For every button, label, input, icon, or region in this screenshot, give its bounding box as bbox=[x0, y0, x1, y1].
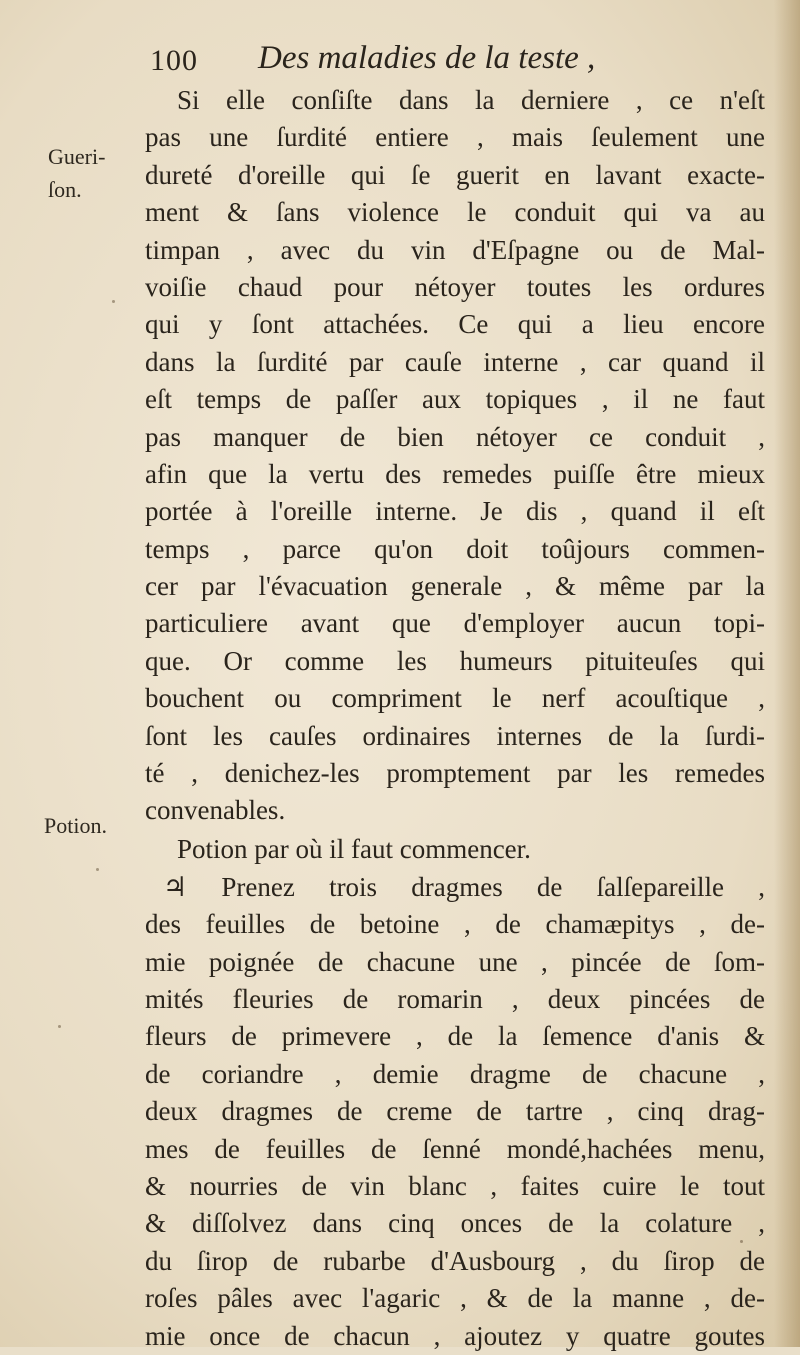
text-line: cer par l'évacuation generale , & même par la bbox=[145, 571, 765, 602]
text-line: timpan , avec du vin d'Eſpagne ou de Mal- bbox=[145, 234, 765, 265]
text-line: té , denichez-les promptement par les remedes bbox=[145, 758, 765, 789]
page-edge-shadow bbox=[774, 0, 800, 1347]
recipe-line: & nourries de vin blanc , faites cuire le tout bbox=[145, 1170, 765, 1201]
margin-note-line: ſon. bbox=[48, 177, 82, 202]
text-line: ſont les cauſes ordinaires internes de la ſurdi- bbox=[145, 720, 765, 751]
recipe-line: roſes pâles avec l'agaric , & de la manne , de- bbox=[145, 1283, 765, 1314]
text-line: ment & ſans violence le conduit qui va au bbox=[145, 197, 765, 228]
text-line: pas manquer de bien nétoyer ce conduit , bbox=[145, 421, 765, 452]
text-line: convenables. bbox=[145, 795, 286, 826]
recipe-line: fleurs de primevere , de la ſemence d'anis & bbox=[145, 1021, 765, 1052]
recipe-line: du ſirop de rubarbe d'Ausbourg , du ſirop de bbox=[145, 1245, 765, 1276]
paper-speck bbox=[740, 1240, 743, 1243]
text-line: que. Or comme les humeurs pituiteuſes qui bbox=[145, 645, 765, 676]
text-line: eſt temps de paſſer aux topiques , il ne faut bbox=[145, 384, 765, 415]
text-line: particuliere avant que d'employer aucun topi- bbox=[145, 608, 765, 639]
recipe-line: mie once de chacun , ajoutez y quatre goutes bbox=[145, 1320, 765, 1351]
section-heading: Potion par où il faut commencer. bbox=[177, 833, 531, 864]
margin-note-line: Gueri- bbox=[48, 144, 106, 169]
text-line: Si elle conſiſte dans la derniere , ce n'eſt bbox=[177, 85, 765, 115]
text-line: afin que la vertu des remedes puiſſe être mieux bbox=[145, 458, 765, 489]
text-line: voiſie chaud pour nétoyer toutes les ordures bbox=[145, 271, 765, 302]
text-line: portée à l'oreille interne. Je dis , quand il eſt bbox=[145, 496, 765, 527]
text-line: bouchent ou compriment le nerf acouſtique , bbox=[145, 683, 765, 714]
margin-note-guerison bbox=[48, 140, 105, 206]
text-line: temps , parce qu'on doit toûjours commen- bbox=[145, 533, 765, 564]
recipe-line: mes de feuilles de ſenné mondé,hachées menu, bbox=[145, 1133, 765, 1164]
recipe-line: & diſſolvez dans cinq onces de la colature , bbox=[145, 1208, 765, 1239]
recipe-line: des feuilles de betoine , de chamæpitys , de- bbox=[145, 909, 765, 940]
paper-speck bbox=[112, 300, 115, 303]
paper-speck bbox=[58, 1025, 61, 1028]
text-line: qui y ſont attachées. Ce qui a lieu encore bbox=[145, 309, 765, 340]
recipe-line: ♃ Prenez trois dragmes de ſalſepareille , bbox=[163, 871, 765, 902]
recipe-line: mités fleuries de romarin , deux pincées de bbox=[145, 983, 765, 1014]
text-line: dureté d'oreille qui ſe guerit en lavant exacte- bbox=[145, 159, 765, 190]
margin-note-potion: Potion. bbox=[44, 813, 107, 838]
recipe-line: deux dragmes de creme de tartre , cinq drag- bbox=[145, 1096, 765, 1127]
recipe-line: mie poignée de chacune une , pincée de ſom- bbox=[145, 946, 765, 977]
text-line: dans la ſurdité par cauſe interne , car quand il bbox=[145, 346, 765, 377]
recipe-line: de coriandre , demie dragme de chacune , bbox=[145, 1058, 765, 1089]
text-line: pas une ſurdité entiere , mais ſeulement une bbox=[145, 122, 765, 153]
body-text bbox=[145, 82, 765, 1355]
paper-speck bbox=[96, 868, 99, 871]
page-number: 100 bbox=[150, 44, 198, 77]
running-title: Des maladies de la teste , bbox=[258, 40, 596, 76]
